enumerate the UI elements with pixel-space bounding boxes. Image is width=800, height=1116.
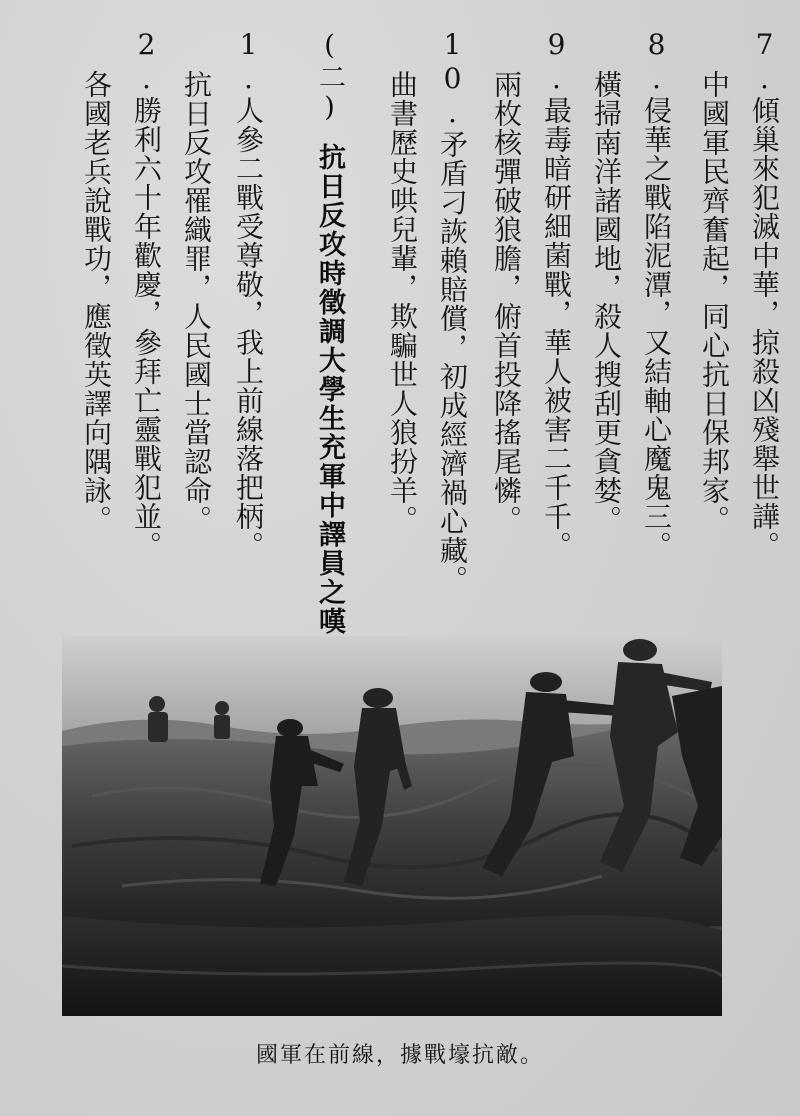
poem-line-7: 7.傾巢來犯滅中華，掠殺凶殘舉世譁。 bbox=[748, 28, 781, 560]
poem-line-8b: 橫掃南洋諸國地，殺人搜刮更貪婪。 bbox=[590, 70, 623, 534]
poem-line-10b: 曲書歷史哄兒輩，欺騙世人狼扮羊。 bbox=[386, 70, 419, 534]
verse-line-1b: 抗日反攻罹織罪，人民國士當認命。 bbox=[180, 70, 213, 534]
poem-line-9b: 兩枚核彈破狼膽，俯首投降搖尾憐。 bbox=[490, 70, 523, 534]
poem-line-9: 9.最毒暗研細菌戰，華人被害二千千。 bbox=[540, 28, 573, 560]
section-number: (二) bbox=[314, 30, 345, 125]
photo-caption: 國軍在前線，據戰壕抗敵。 bbox=[255, 1043, 544, 1068]
poem-line-7b: 中國軍民齊奮起，同心抗日保邦家。 bbox=[698, 70, 731, 534]
verse-line-2: 2.勝利六十年歡慶，參拜亡靈戰犯並。 bbox=[130, 28, 163, 560]
section-heading bbox=[312, 30, 346, 636]
poem-line-8: 8.侵華之戰陷泥潭，又結軸心魔鬼三。 bbox=[640, 28, 673, 560]
section-title: 抗日反攻時徵調大學生充軍中譯員之嘆 bbox=[314, 143, 345, 636]
verse-line-1: 1.人參二戰受尊敬，我上前線落把柄。 bbox=[232, 28, 265, 560]
trench-soldiers-photo bbox=[62, 636, 722, 1016]
poem-line-10: 10.矛盾刁詼賴賠償，初成經濟禍心藏。 bbox=[436, 28, 469, 594]
verse-line-2b: 各國老兵說戰功，應徵英譯向隅詠。 bbox=[80, 70, 113, 534]
photo-image bbox=[62, 636, 722, 1016]
